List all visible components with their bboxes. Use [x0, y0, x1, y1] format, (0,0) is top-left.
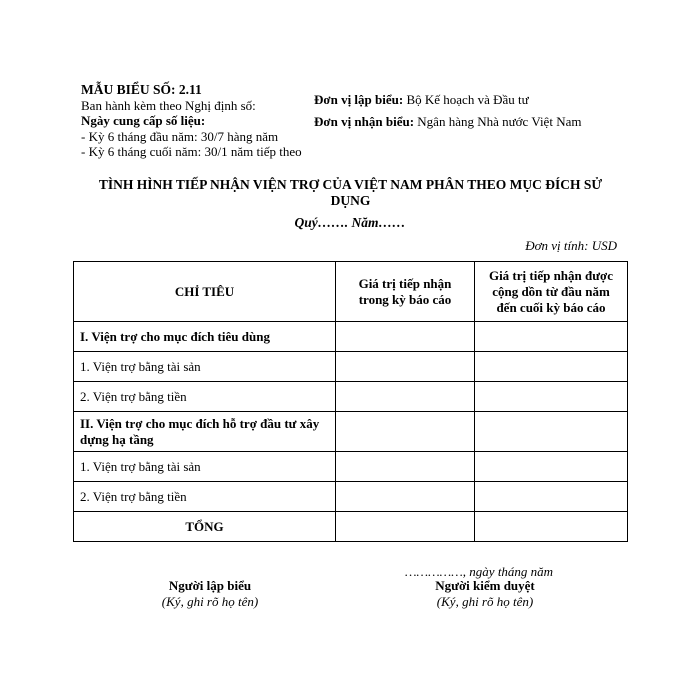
- receiver-line: [314, 111, 644, 133]
- reviewer-role: Người kiểm duyệt: [435, 578, 535, 593]
- row-label: II. Viện trợ cho mục đích hỗ trợ đầu tư xây dựng hạ tầng: [74, 412, 336, 452]
- report-title: TÌNH HÌNH TIẾP NHẬN VIỆN TRỢ CỦA VIỆT NAM PHÂN THEO MỤC ĐÍCH SỬ DỤNG: [98, 177, 603, 208]
- reviewer-note: (Ký, ghi rõ họ tên): [436, 594, 534, 609]
- row-label: 1. Viện trợ bằng tài sản: [74, 352, 336, 382]
- table-row: [74, 482, 628, 512]
- value-cell[interactable]: [475, 352, 628, 382]
- table-header-row: [74, 262, 628, 322]
- period-first-half: - Kỳ 6 tháng đầu năm: 30/7 hàng năm: [81, 128, 279, 144]
- header-indicator: CHỈ TIÊU: [74, 262, 336, 322]
- header-cumulative-value: Giá trị tiếp nhận được cộng dồn từ đầu năm đến cuối kỳ báo cáo: [475, 262, 628, 322]
- issued-by: Ban hành kèm theo Nghị định số:: [81, 97, 256, 113]
- period-second-half: - Kỳ 6 tháng cuối năm: 30/1 năm tiếp theo: [81, 144, 302, 159]
- value-cell[interactable]: [475, 382, 628, 412]
- preparer-note: (Ký, ghi rõ họ tên): [161, 594, 259, 609]
- preparer-label: Đơn vị lập biểu:: [314, 92, 404, 107]
- row-label: 1. Viện trợ bằng tài sản: [74, 452, 336, 482]
- value-cell[interactable]: [336, 322, 475, 352]
- header-left: [81, 82, 311, 160]
- table-row-total: [74, 512, 628, 542]
- unit-label: Đơn vị tính: USD: [525, 238, 617, 253]
- receiver-value: Ngân hàng Nhà nước Việt Nam: [417, 114, 582, 129]
- date-line: ……………, ngày tháng năm: [405, 564, 554, 579]
- table-row: [74, 352, 628, 382]
- table-row: [74, 452, 628, 482]
- form-number: MẪU BIỂU SỐ: 2.11: [81, 82, 202, 97]
- preparer-line: [314, 89, 644, 111]
- table-row: [74, 382, 628, 412]
- row-label: 2. Viện trợ bằng tiền: [74, 482, 336, 512]
- row-label: I. Viện trợ cho mục đích tiêu dùng: [74, 322, 336, 352]
- value-cell[interactable]: [336, 452, 475, 482]
- report-period: Quý……. Năm……: [294, 215, 406, 230]
- header-right: [314, 89, 644, 133]
- value-cell[interactable]: [475, 512, 628, 542]
- preparer-role: Người lập biểu: [168, 578, 252, 593]
- header-period-value: Giá trị tiếp nhận trong kỳ báo cáo: [336, 262, 475, 322]
- table-row: [74, 322, 628, 352]
- signature-reviewer: [400, 578, 570, 610]
- value-cell[interactable]: [336, 412, 475, 452]
- receiver-label: Đơn vị nhận biểu:: [314, 114, 415, 129]
- value-cell[interactable]: [336, 352, 475, 382]
- value-cell[interactable]: [475, 482, 628, 512]
- value-cell[interactable]: [336, 382, 475, 412]
- table-row: [74, 412, 628, 452]
- value-cell[interactable]: [475, 322, 628, 352]
- row-label: 2. Viện trợ bằng tiền: [74, 382, 336, 412]
- value-cell[interactable]: [336, 482, 475, 512]
- total-label: TỔNG: [74, 512, 336, 542]
- value-cell[interactable]: [475, 412, 628, 452]
- signature-preparer: [130, 578, 290, 610]
- provision-label: Ngày cung cấp số liệu:: [81, 113, 206, 128]
- value-cell[interactable]: [336, 512, 475, 542]
- preparer-value: Bộ Kế hoạch và Đầu tư: [406, 92, 529, 107]
- report-table: [73, 261, 628, 542]
- value-cell[interactable]: [475, 452, 628, 482]
